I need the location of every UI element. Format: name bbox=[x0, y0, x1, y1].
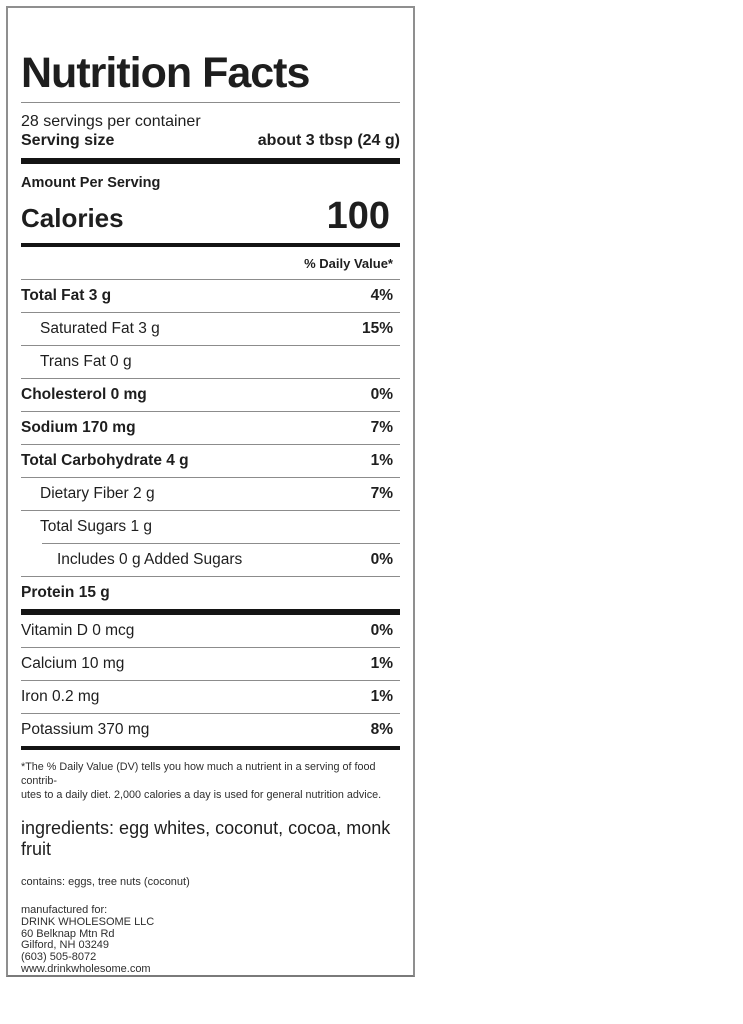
calories-row bbox=[21, 197, 400, 235]
nutrient-dv: 7% bbox=[370, 485, 393, 502]
nutrient-dv: 15% bbox=[361, 320, 393, 337]
nutrient-row-dietary-fiber bbox=[21, 478, 400, 510]
nutrient-dv: 7% bbox=[370, 419, 393, 436]
daily-value-header: % Daily Value* bbox=[304, 256, 393, 271]
nutrient-row-protein bbox=[21, 577, 400, 609]
calories-value: 100 bbox=[326, 195, 390, 237]
nutrient-name: Calcium 10 mg bbox=[21, 655, 125, 672]
nutrient-name: Includes 0 g Added Sugars bbox=[57, 551, 243, 568]
nutrient-row-saturated-fat bbox=[21, 313, 400, 345]
allergen-contains-text: contains: eggs, tree nuts (coconut) bbox=[21, 876, 190, 888]
micronutrient-row-vitamin-d bbox=[21, 615, 400, 647]
ingredients-text: ingredients: egg whites, coconut, cocoa, monk fruit bbox=[21, 818, 391, 859]
manufacturer-phone: (603) 505-8072 bbox=[21, 951, 97, 964]
nutrient-row-total-fat bbox=[21, 280, 400, 312]
nutrient-row-trans-fat bbox=[21, 346, 400, 378]
nutrient-dv: 4% bbox=[370, 287, 393, 304]
nutrient-row-total-sugars bbox=[21, 511, 400, 543]
nutrient-dv: 0% bbox=[370, 622, 393, 639]
nutrient-row-total-carbohydrate bbox=[21, 445, 400, 477]
nutrient-row-sodium bbox=[21, 412, 400, 444]
amount-per-serving: Amount Per Serving bbox=[21, 175, 161, 191]
nutrient-name: Trans Fat 0 g bbox=[40, 353, 132, 370]
thick-separator-bar bbox=[21, 158, 400, 164]
manufacturer-block bbox=[21, 905, 400, 976]
nutrient-dv: 0% bbox=[370, 386, 393, 403]
nutrient-dv: 1% bbox=[370, 655, 393, 672]
manufactured-for-label: manufactured for: bbox=[21, 904, 108, 916]
nutrient-dv: 1% bbox=[370, 688, 393, 705]
nutrient-name: Iron 0.2 mg bbox=[21, 688, 100, 705]
servings-per-container: 28 servings per container bbox=[21, 113, 201, 130]
manufacturer-website: www.drinkwholesome.com bbox=[21, 962, 151, 975]
calories-label: Calories bbox=[21, 203, 124, 233]
micronutrient-row-iron bbox=[21, 681, 400, 713]
micronutrient-row-calcium bbox=[21, 648, 400, 680]
nutrition-facts-label bbox=[6, 6, 415, 977]
nutrient-name: Total Carbohydrate 4 g bbox=[21, 452, 189, 469]
serving-size-row bbox=[21, 131, 400, 151]
nutrient-name: Total Fat 3 g bbox=[21, 287, 112, 304]
nutrient-dv: 1% bbox=[370, 452, 393, 469]
serving-size-value: about 3 tbsp (24 g) bbox=[257, 132, 400, 149]
nutrient-name: Cholesterol 0 mg bbox=[21, 386, 147, 403]
nutrient-name: Sodium 170 mg bbox=[21, 419, 136, 436]
nutrient-name: Protein 15 g bbox=[21, 584, 110, 601]
manufacturer-street: 60 Belknap Mtn Rd bbox=[21, 927, 115, 940]
footnote-line: utes to a daily diet. 2,000 calories a day is used for general nutrition advice. bbox=[21, 789, 382, 801]
micronutrient-row-potassium bbox=[21, 714, 400, 746]
nutrient-name: Total Sugars 1 g bbox=[40, 518, 153, 535]
nutrient-row-added-sugars bbox=[21, 544, 400, 576]
manufacturer-city: Gilford, NH 03249 bbox=[21, 939, 110, 952]
nutrient-dv: 0% bbox=[370, 551, 393, 568]
nutrient-row-cholesterol bbox=[21, 379, 400, 411]
nutrient-name: Saturated Fat 3 g bbox=[40, 320, 160, 337]
medium-separator-bar bbox=[21, 746, 400, 750]
label-title: Nutrition Facts bbox=[21, 49, 310, 97]
nutrient-name: Potassium 370 mg bbox=[21, 721, 150, 738]
daily-value-footnote bbox=[21, 760, 400, 802]
nutrient-dv: 8% bbox=[370, 721, 393, 738]
manufacturer-name: DRINK WHOLESOME LLC bbox=[21, 915, 155, 928]
divider bbox=[21, 102, 400, 103]
nutrient-name: Vitamin D 0 mcg bbox=[21, 622, 135, 639]
serving-size-label: Serving size bbox=[21, 132, 115, 149]
footnote-line: *The % Daily Value (DV) tells you how much a nutrient in a serving of food contrib- bbox=[21, 761, 376, 787]
nutrient-name: Dietary Fiber 2 g bbox=[40, 485, 155, 502]
